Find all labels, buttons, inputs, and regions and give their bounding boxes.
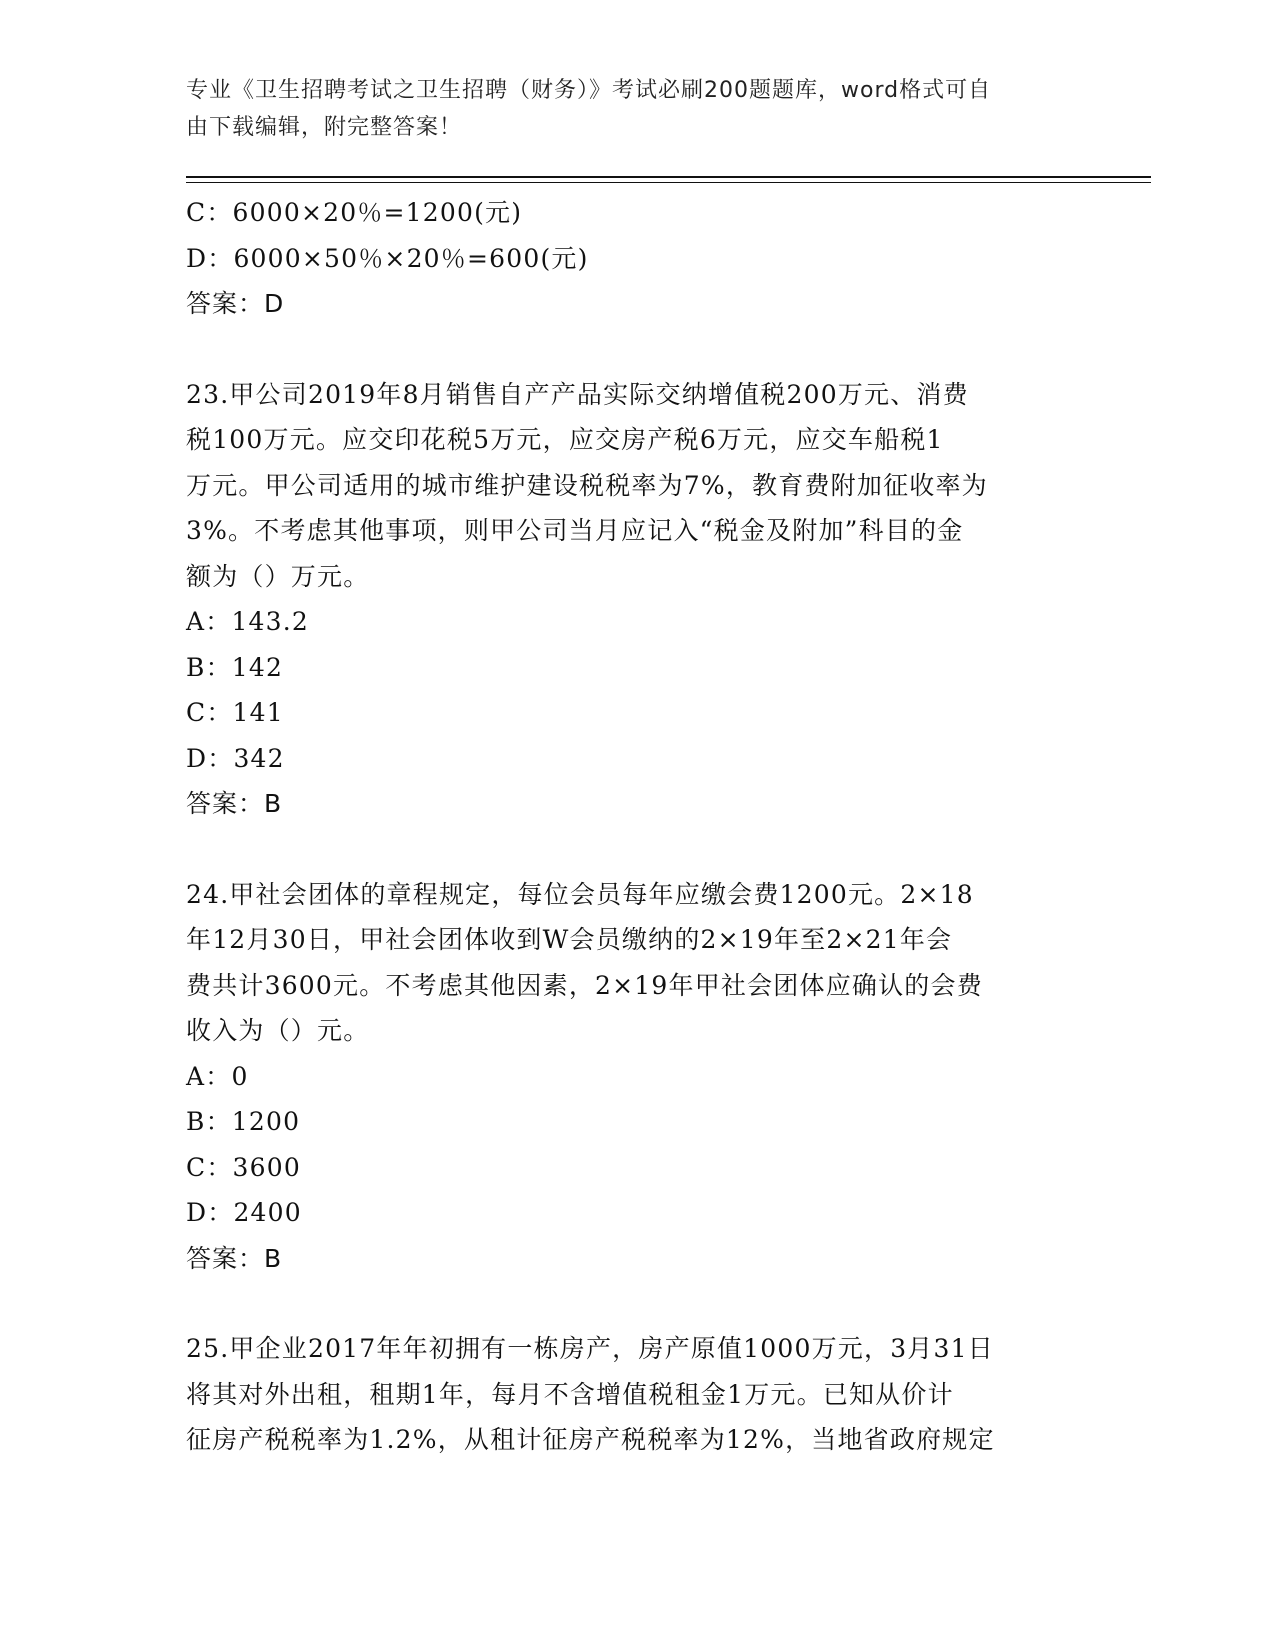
option-c: C：141 [186, 698, 284, 727]
question-text-line: 万元。甲公司适用的城市维护建设税税率为7%，教育费附加征收率为 [186, 470, 988, 500]
header-rule-thick [186, 176, 1151, 178]
question-text-line: 23.甲公司2019年8月销售自产产品实际交纳增值税200万元、消费 [186, 379, 969, 409]
document-body [186, 190, 1086, 1463]
question-23 [186, 372, 1086, 827]
question-text-line: 征房产税税率为1.2%，从租计征房产税税率为12%，当地省政府规定 [186, 1425, 995, 1454]
document-header [186, 72, 1066, 146]
option-d: D：2400 [186, 1198, 302, 1227]
option-c: C：3600 [186, 1152, 301, 1182]
question-text-line: 将其对外出租，租期1年，每月不含增值税租金1万元。已知从价计 [186, 1379, 954, 1409]
question-24 [186, 872, 1086, 1282]
answer-line: 答案：D [186, 289, 285, 318]
question-text-line: 税100万元。应交印花税5万元，应交房产税6万元，应交车船税1 [186, 425, 944, 454]
question-text-line: 3%。不考虑其他事项，则甲公司当月应记入“税金及附加”科目的金 [186, 516, 964, 545]
prev-question-tail [186, 190, 1086, 327]
question-text-line: 25.甲企业2017年年初拥有一栋房产，房产原值1000万元，3月31日 [186, 1334, 994, 1363]
question-text-line: 24.甲社会团体的章程规定，每位会员每年应缴会费1200元。2×18 [186, 879, 974, 909]
question-text-line: 费共计3600元。不考虑其他因素，2×19年甲社会团体应确认的会费 [186, 970, 983, 1000]
header-line-1: 专业《卫生招聘考试之卫生招聘（财务）》考试必刷200题题库，word格式可自 [186, 78, 992, 103]
question-text-line: 额为（）万元。 [186, 561, 370, 591]
question-25 [186, 1326, 1086, 1463]
option-d: D：342 [186, 743, 285, 773]
option-c: C：6000×20％=1200(元) [186, 198, 523, 227]
option-d: D：6000×50％×20％=600(元) [186, 243, 589, 273]
option-a: A：0 [186, 1061, 249, 1091]
answer-line: 答案：B [186, 789, 283, 818]
option-b: B：142 [186, 652, 284, 682]
question-text-line: 年12月30日，甲社会团体收到W会员缴纳的2×19年至2×21年会 [186, 925, 953, 954]
option-a: A：143.2 [186, 607, 310, 636]
header-rule-thin [186, 182, 1151, 183]
answer-line: 答案：B [186, 1243, 283, 1273]
question-text-line: 收入为（）元。 [186, 1016, 370, 1045]
option-b: B：1200 [186, 1107, 301, 1136]
header-line-2: 由下载编辑，附完整答案！ [186, 115, 463, 140]
